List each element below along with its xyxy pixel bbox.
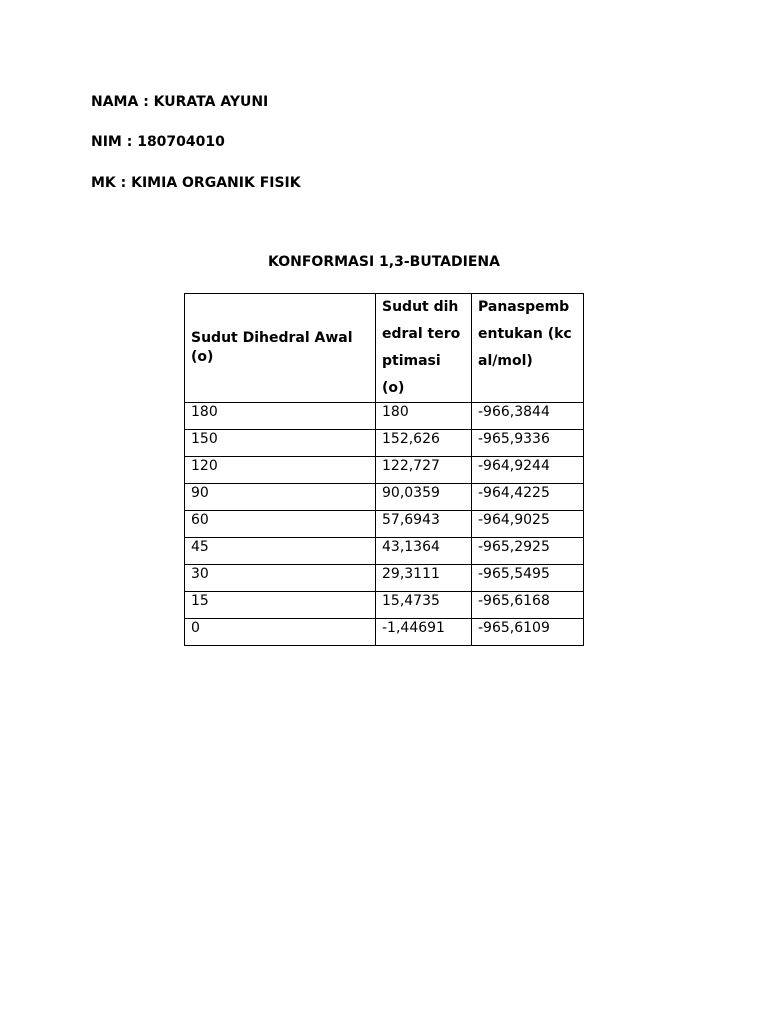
- cell-optimized-angle: 180: [376, 403, 472, 430]
- table-row: [185, 592, 584, 619]
- table-row: [185, 511, 584, 538]
- cell-initial-angle: 120: [185, 457, 376, 484]
- cell-heat-of-formation: -964,9025: [472, 511, 584, 538]
- table-row: [185, 538, 584, 565]
- cell-optimized-angle: 152,626: [376, 430, 472, 457]
- table-row: [185, 430, 584, 457]
- cell-heat-of-formation: -964,9244: [472, 457, 584, 484]
- cell-optimized-angle: 15,4735: [376, 592, 472, 619]
- header-heat-of-formation: Panaspembentukan (kcal/mol): [472, 294, 584, 403]
- cell-initial-angle: 60: [185, 511, 376, 538]
- cell-initial-angle: 45: [185, 538, 376, 565]
- student-name: NAMA : KURATA AYUNI: [91, 94, 269, 110]
- cell-optimized-angle: 57,6943: [376, 511, 472, 538]
- cell-optimized-angle: -1,44691: [376, 619, 472, 646]
- table-row: [185, 457, 584, 484]
- table-row: [185, 619, 584, 646]
- header-initial-dihedral-angle: Sudut Dihedral Awal (o): [185, 294, 376, 403]
- cell-heat-of-formation: -965,2925: [472, 538, 584, 565]
- cell-optimized-angle: 122,727: [376, 457, 472, 484]
- header-optimized-dihedral-angle: Sudut dihedral teroptimasi (o): [376, 294, 472, 403]
- conformation-table: [184, 293, 584, 646]
- cell-optimized-angle: 29,3111: [376, 565, 472, 592]
- document-title: KONFORMASI 1,3-BUTADIENA: [268, 254, 500, 270]
- cell-heat-of-formation: -965,6168: [472, 592, 584, 619]
- cell-initial-angle: 150: [185, 430, 376, 457]
- course-name: MK : KIMIA ORGANIK FISIK: [91, 175, 301, 191]
- cell-heat-of-formation: -965,9336: [472, 430, 584, 457]
- cell-initial-angle: 15: [185, 592, 376, 619]
- table-row: [185, 403, 584, 430]
- table-header-row: [185, 294, 584, 403]
- student-id: NIM : 180704010: [91, 134, 225, 150]
- cell-heat-of-formation: -966,3844: [472, 403, 584, 430]
- cell-initial-angle: 180: [185, 403, 376, 430]
- cell-heat-of-formation: -965,6109: [472, 619, 584, 646]
- cell-initial-angle: 30: [185, 565, 376, 592]
- cell-initial-angle: 0: [185, 619, 376, 646]
- table-row: [185, 565, 584, 592]
- cell-heat-of-formation: -965,5495: [472, 565, 584, 592]
- cell-initial-angle: 90: [185, 484, 376, 511]
- cell-optimized-angle: 43,1364: [376, 538, 472, 565]
- cell-optimized-angle: 90,0359: [376, 484, 472, 511]
- cell-heat-of-formation: -964,4225: [472, 484, 584, 511]
- table-row: [185, 484, 584, 511]
